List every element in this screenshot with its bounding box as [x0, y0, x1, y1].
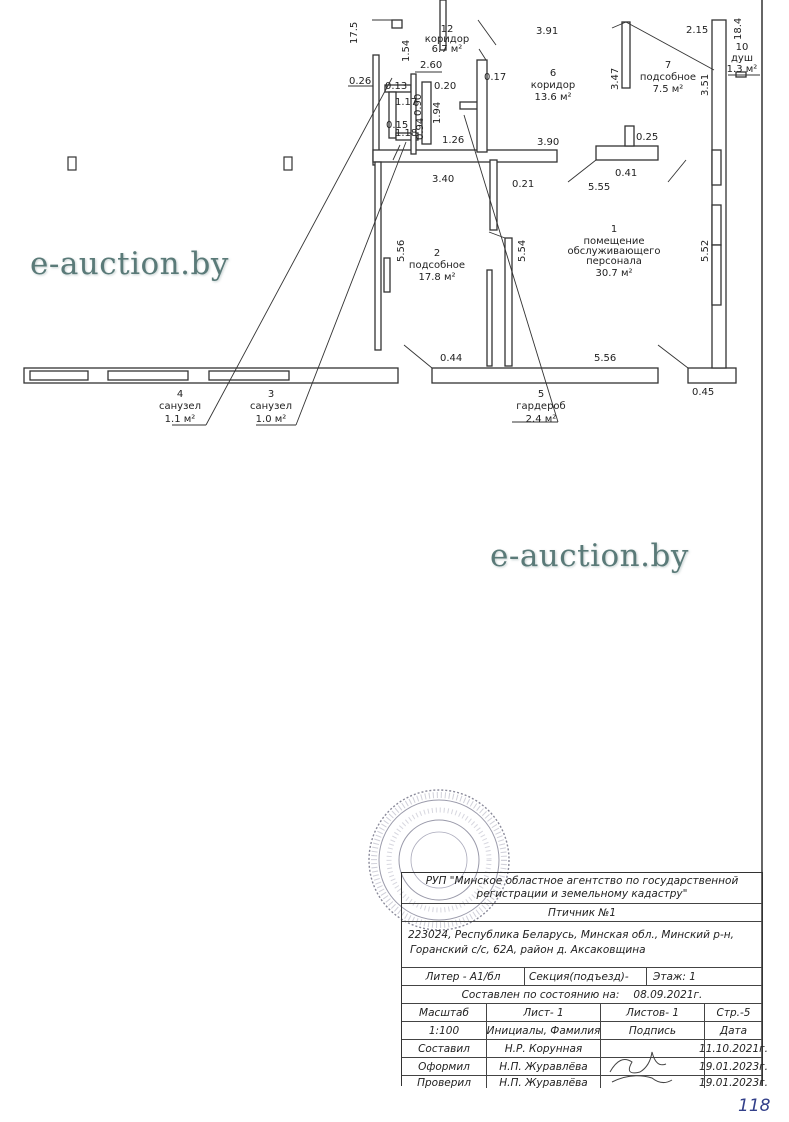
dim-label: 18.4 — [733, 17, 744, 40]
svg-text:3: 3 — [267, 389, 275, 400]
svg-text:4: 4 — [176, 389, 184, 400]
dim-label: 1.94 — [432, 101, 443, 124]
svg-text:6: 6 — [549, 68, 557, 79]
page-number: 118 — [738, 1096, 771, 1116]
svg-text:2: 2 — [433, 248, 441, 259]
svg-text:подсобное: подсобное — [408, 260, 466, 271]
dim-label: 0.90 — [413, 93, 424, 116]
svg-text:1.0 м²: 1.0 м² — [255, 414, 287, 425]
name-cell: Н.П. Журавлёва — [486, 1076, 600, 1088]
dim-label: 5.56 — [396, 239, 407, 262]
room-4-label — [159, 389, 201, 425]
date-cell: 19.01.2023г. — [699, 1077, 768, 1089]
dim-label: 0.41 — [615, 168, 638, 179]
dim-label: 0.13 — [385, 81, 408, 92]
column-marker — [68, 157, 76, 170]
dim-label: 5.56 — [594, 353, 617, 364]
room-10-label — [727, 42, 758, 75]
dim-label: 1.54 — [401, 39, 412, 62]
dim-label: 3.40 — [432, 174, 455, 185]
dim-label: 0.17 — [484, 72, 507, 83]
column-marker — [284, 157, 292, 170]
svg-text:персонала: персонала — [586, 256, 642, 267]
room-2-label — [409, 248, 465, 283]
floor: Этаж: 1 — [646, 968, 762, 986]
org-name-line2: регистрации и земельному кадастру" — [476, 888, 688, 900]
svg-text:обслуживающего: обслуживающего — [567, 246, 661, 257]
walls — [24, 0, 746, 383]
role-cell: Оформил — [418, 1061, 470, 1073]
signature-header: Подпись — [600, 1022, 704, 1040]
dim-label: 5.55 — [588, 182, 611, 193]
signature-cell — [600, 1040, 704, 1058]
table-row — [402, 1039, 768, 1058]
svg-text:2.4 м²: 2.4 м² — [525, 414, 557, 425]
room-1-label — [568, 224, 661, 279]
svg-text:коридор: коридор — [530, 80, 576, 91]
dim-label: 17.5 — [349, 21, 360, 44]
sheet-header: Лист- 1 — [486, 1004, 600, 1022]
svg-text:1.3 м²: 1.3 м² — [726, 64, 758, 75]
svg-text:1: 1 — [610, 224, 618, 235]
dim-label: 0.45 — [692, 387, 715, 398]
compiled-date: 08.09.2021г. — [633, 989, 703, 1001]
role-cell: Составил — [418, 1043, 470, 1055]
dim-label: 0.15 — [386, 120, 409, 131]
address-line1: 223024, Республика Беларусь, Минская обл., Минский р-н, — [408, 929, 734, 941]
svg-text:1.1 м²: 1.1 м² — [164, 414, 196, 425]
svg-text:6.7 м²: 6.7 м² — [431, 44, 463, 55]
dim-label: 0.26 — [349, 76, 372, 87]
room-5-label — [516, 389, 565, 425]
section: Секция(подъезд)- — [524, 968, 646, 986]
dim-label: 2.60 — [420, 60, 443, 71]
watermark: e-auction.by — [490, 538, 689, 574]
org-name-line1: РУП "Минское областное агентство по государственной — [425, 875, 739, 887]
dim-label: 0.94 — [415, 117, 426, 140]
object-name: Птичник №1 — [547, 907, 616, 919]
dim-label: 5.54 — [517, 239, 528, 262]
role-cell: Проверил — [417, 1077, 471, 1089]
dim-label: 5.52 — [700, 239, 711, 262]
liter: Литер - А1/бл — [425, 971, 501, 983]
svg-text:5: 5 — [537, 389, 545, 400]
svg-text:душ: душ — [731, 53, 753, 64]
room-12-label — [425, 24, 469, 55]
svg-text:10: 10 — [735, 42, 749, 53]
svg-text:санузел: санузел — [250, 401, 292, 412]
svg-text:7: 7 — [664, 60, 672, 71]
dim-label: 0.44 — [440, 353, 463, 364]
address-line2: Горанский с/с, 62А, район д. Аксаковщина — [410, 944, 646, 956]
dim-label: 0.21 — [512, 179, 535, 190]
room-labels — [159, 21, 758, 425]
scale-value: 1:100 — [428, 1025, 460, 1037]
svg-text:13.6 м²: 13.6 м² — [534, 92, 572, 103]
name-cell: Н.Р. Корунная — [486, 1040, 600, 1058]
name-cell: Н.П. Журавлёва — [486, 1058, 600, 1076]
room-6-label — [531, 68, 575, 103]
scale-header: Масштаб — [419, 1007, 469, 1019]
table-row — [402, 1075, 768, 1089]
svg-text:12: 12 — [440, 24, 454, 35]
svg-text:подсобное: подсобное — [639, 72, 697, 83]
dim-label: 3.90 — [537, 137, 560, 148]
room-3-label — [250, 389, 292, 425]
date-cell: 11.10.2021г. — [704, 1040, 762, 1058]
dim-label: 3.47 — [610, 67, 621, 90]
svg-text:помещение: помещение — [583, 236, 645, 247]
dim-label: 0.20 — [434, 81, 457, 92]
compiled-as-of-label: Составлен по состоянию на: — [461, 989, 620, 1001]
svg-text:17.8 м²: 17.8 м² — [418, 272, 456, 283]
dim-label: 1.26 — [442, 135, 465, 146]
svg-text:коридор: коридор — [424, 34, 470, 45]
dim-label: 3.51 — [700, 73, 711, 96]
initials-header: Инициалы, Фамилия — [486, 1022, 600, 1040]
svg-text:30.7 м²: 30.7 м² — [595, 268, 633, 279]
page-header: Стр.-5 — [704, 1004, 762, 1022]
dim-label: 3.91 — [536, 26, 559, 37]
date-header: Дата — [704, 1022, 762, 1040]
watermark: e-auction.by — [30, 246, 229, 282]
date-cell: 19.01.2023г. — [704, 1058, 762, 1076]
table-row — [402, 1057, 768, 1076]
dim-label: 1.17 — [395, 97, 418, 108]
svg-text:санузел: санузел — [159, 401, 201, 412]
dim-label: 1.18 — [395, 128, 418, 139]
dim-label: 0.25 — [636, 132, 659, 143]
sheets-header: Листов- 1 — [600, 1004, 704, 1022]
signature-cell — [600, 1058, 704, 1076]
signature-cell — [600, 1076, 704, 1088]
title-block — [401, 872, 768, 1089]
room-7-label — [640, 60, 696, 95]
svg-text:7.5 м²: 7.5 м² — [652, 84, 684, 95]
dim-label: 2.15 — [686, 25, 709, 36]
svg-text:гардероб: гардероб — [516, 401, 566, 412]
